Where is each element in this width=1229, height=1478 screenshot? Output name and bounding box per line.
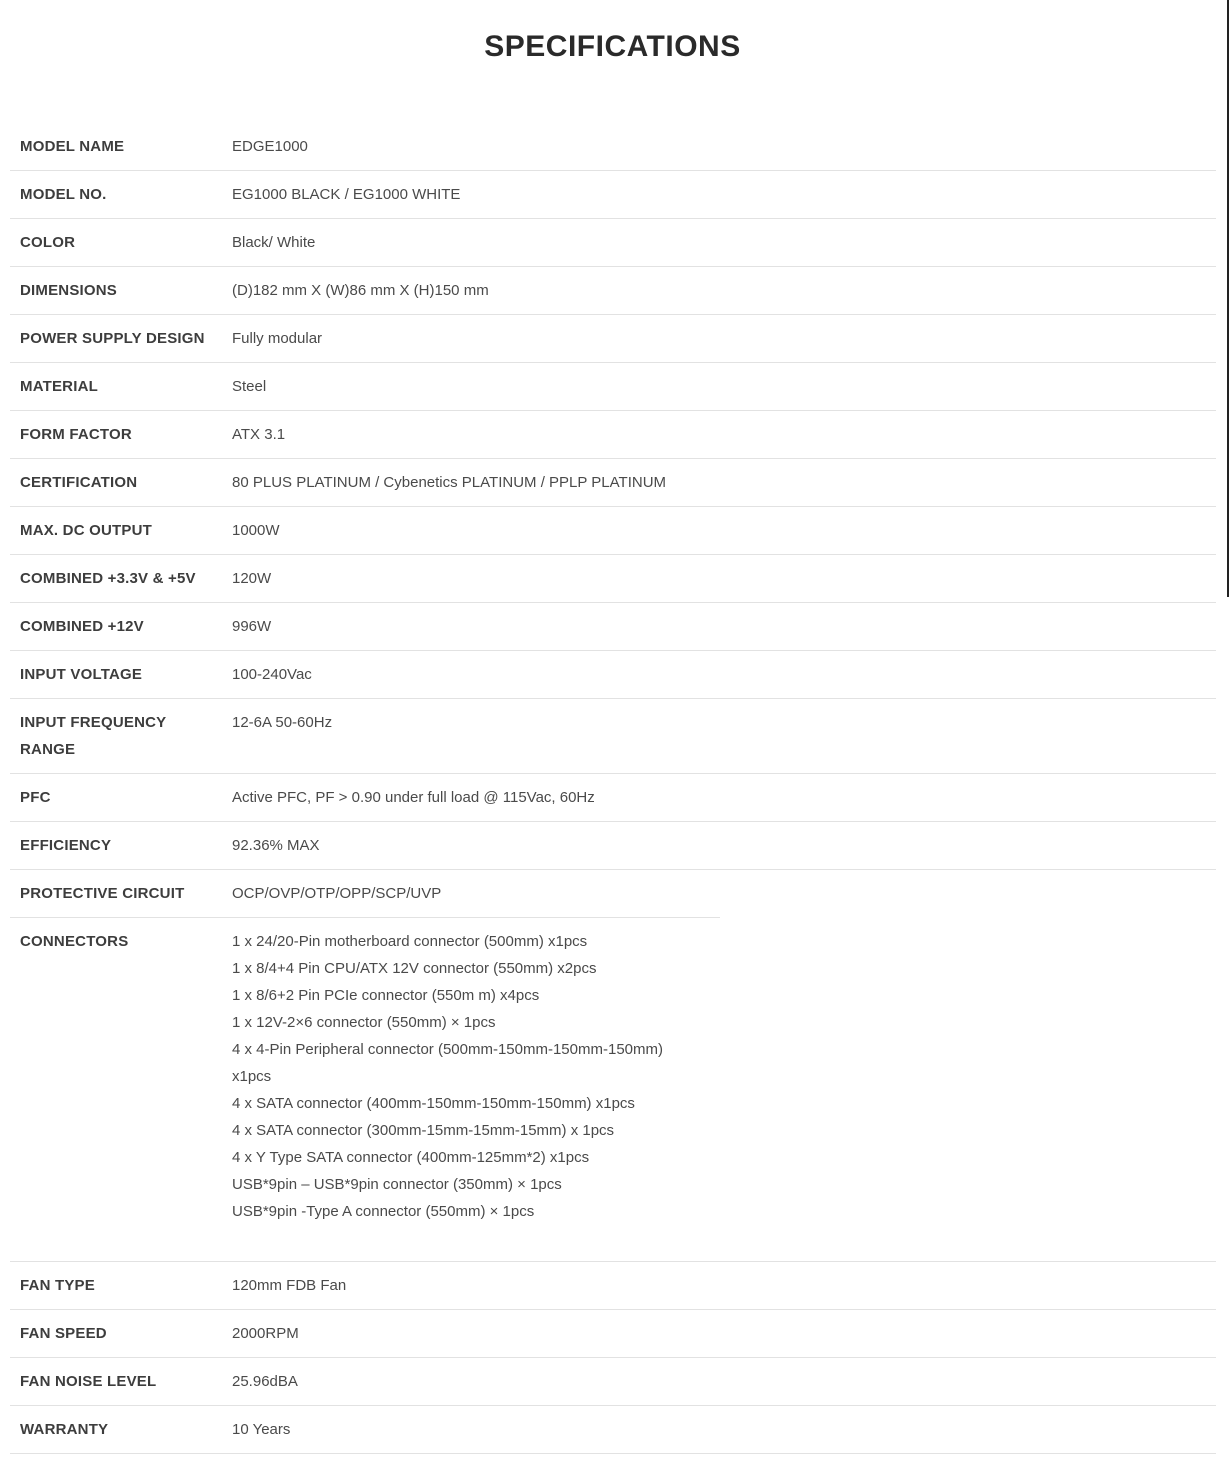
- spec-row-fan-speed: [10, 1310, 1216, 1358]
- spec-row-efficiency: [10, 822, 1216, 870]
- spec-label: COLOR: [20, 234, 76, 251]
- connector-item: USB*9pin – USB*9pin connector (350mm) × 1pcs: [232, 1176, 562, 1193]
- spec-row-connectors: [10, 918, 1216, 1262]
- spec-row-combined-3v-5v: [10, 555, 1216, 603]
- spec-row-input-voltage: [10, 651, 1216, 699]
- connector-item: 1 x 24/20-Pin motherboard connector (500mm) x1pcs: [232, 933, 588, 950]
- spec-row-model-name: [10, 123, 1216, 171]
- spec-label: MATERIAL: [20, 378, 98, 395]
- spec-row-dimensions: [10, 267, 1216, 315]
- spec-label: POWER SUPPLY DESIGN: [20, 330, 205, 347]
- spec-row-certification: [10, 459, 1216, 507]
- spec-row-model-no: [10, 171, 1216, 219]
- spec-label: COMBINED +3.3V & +5V: [20, 570, 196, 587]
- spec-value: 1000W: [232, 522, 280, 539]
- spec-value: 2000RPM: [232, 1325, 299, 1342]
- spec-row-protective-circuit: [10, 870, 1216, 918]
- spec-value: 10 Years: [232, 1421, 291, 1438]
- spec-label: MAX. DC OUTPUT: [20, 522, 152, 539]
- spec-value: 120mm FDB Fan: [232, 1277, 347, 1294]
- spec-row-input-frequency-range: [10, 699, 1216, 774]
- spec-value: ATX 3.1: [232, 426, 286, 443]
- spec-row-pfc: [10, 774, 1216, 822]
- spec-value: 996W: [232, 618, 272, 635]
- connector-item: 4 x Y Type SATA connector (400mm-125mm*2) x1pcs: [232, 1149, 590, 1166]
- spec-row-warranty: [10, 1406, 1216, 1454]
- spec-row-power-supply-design: [10, 315, 1216, 363]
- spec-label: FAN NOISE LEVEL: [20, 1373, 157, 1390]
- spec-label: COMBINED +12V: [20, 618, 144, 635]
- spec-value: Active PFC, PF > 0.90 under full load @ 115Vac, 60Hz: [232, 789, 595, 806]
- spec-row-material: [10, 363, 1216, 411]
- connector-item: USB*9pin -Type A connector (550mm) × 1pcs: [232, 1203, 535, 1220]
- spec-value: Steel: [232, 378, 267, 395]
- spec-label: CERTIFICATION: [20, 474, 138, 491]
- spec-label: INPUT FREQUENCY RANGE: [20, 714, 167, 758]
- spec-label: FAN SPEED: [20, 1325, 107, 1342]
- spec-value: Fully modular: [232, 330, 323, 347]
- spec-label: DIMENSIONS: [20, 282, 118, 299]
- spec-value: 100-240Vac: [232, 666, 312, 683]
- spec-label: FORM FACTOR: [20, 426, 132, 443]
- spec-value: 92.36% MAX: [232, 837, 320, 854]
- connector-item: 4 x 4-Pin Peripheral connector (500mm-150mm-150mm-150mm) x1pcs: [232, 1041, 663, 1085]
- spec-value: EDGE1000: [232, 138, 308, 155]
- spec-row-fan-type: [10, 1262, 1216, 1310]
- spec-row-fan-noise-level: [10, 1358, 1216, 1406]
- connector-item: 4 x SATA connector (300mm-15mm-15mm-15mm) x 1pcs: [232, 1122, 615, 1139]
- spec-value: (D)182 mm X (W)86 mm X (H)150 mm: [232, 282, 489, 299]
- page-title: SPECIFICATIONS: [484, 30, 741, 63]
- spec-value: 25.96dBA: [232, 1373, 298, 1390]
- spec-label: MODEL NO.: [20, 186, 107, 203]
- spec-label: FAN TYPE: [20, 1277, 95, 1294]
- spec-row-form-factor: [10, 411, 1216, 459]
- spec-value: Black/ White: [232, 234, 316, 251]
- spec-label: EFFICIENCY: [20, 837, 112, 854]
- spec-value: 120W: [232, 570, 272, 587]
- spec-row-max-dc-output: [10, 507, 1216, 555]
- connector-list: [222, 918, 1216, 1261]
- connector-item: 1 x 8/4+4 Pin CPU/ATX 12V connector (550mm) x2pcs: [232, 960, 597, 977]
- spec-label: CONNECTORS: [20, 933, 129, 950]
- spec-label: MODEL NAME: [20, 138, 125, 155]
- connector-item: 1 x 8/6+2 Pin PCIe connector (550m m) x4pcs: [232, 987, 540, 1004]
- spec-row-combined-12v: [10, 603, 1216, 651]
- spec-row-color: [10, 219, 1216, 267]
- connector-item: 1 x 12V-2×6 connector (550mm) × 1pcs: [232, 1014, 496, 1031]
- spec-table: [10, 123, 1216, 1454]
- spec-value: OCP/OVP/OTP/OPP/SCP/UVP: [232, 885, 442, 902]
- spec-value: 80 PLUS PLATINUM / Cybenetics PLATINUM / PPLP PLATINUM: [232, 474, 667, 491]
- spec-label: INPUT VOLTAGE: [20, 666, 143, 683]
- connector-item: 4 x SATA connector (400mm-150mm-150mm-150mm) x1pcs: [232, 1095, 635, 1112]
- spec-label: PFC: [20, 789, 51, 806]
- spec-label: PROTECTIVE CIRCUIT: [20, 885, 185, 902]
- spec-value: EG1000 BLACK / EG1000 WHITE: [232, 186, 461, 203]
- spec-label: WARRANTY: [20, 1421, 109, 1438]
- spec-value: 12-6A 50-60Hz: [232, 714, 333, 731]
